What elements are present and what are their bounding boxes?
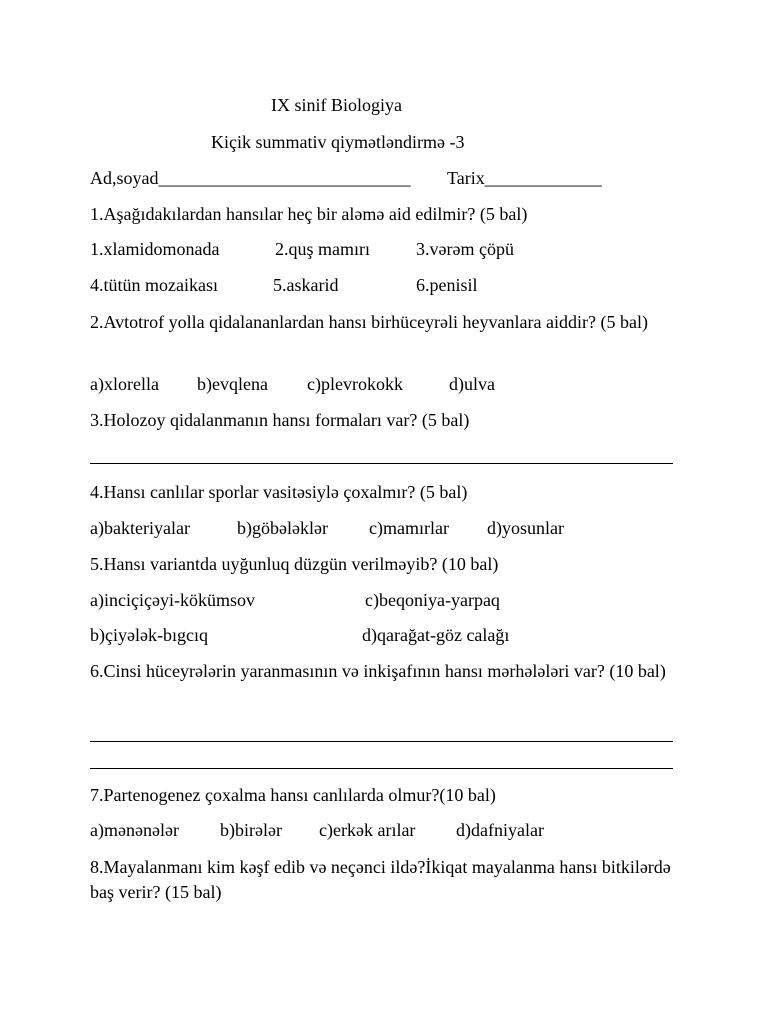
q1-option-3: 3.vərəm çöpü [416, 239, 514, 259]
q3-answer-line[interactable] [90, 463, 673, 464]
q7-option-c: c)erkək arılar [319, 820, 416, 840]
question-5: 5.Hansı variantda uyğunluq düzgün verilməyib? (10 bal) [90, 554, 499, 574]
q2-option-b: b)evqlena [197, 374, 268, 394]
q4-option-d: d)yosunlar [487, 518, 564, 538]
question-6: 6.Cinsi hüceyrələrin yaranmasının və inkişafının hansı mərhələləri var? (10 bal) [90, 661, 666, 681]
q5-option-d: d)qarağat-göz calağı [362, 625, 510, 645]
q1-option-6: 6.penisil [416, 275, 478, 295]
q1-option-2: 2.quş mamırı [275, 239, 370, 259]
q1-option-5: 5.askarid [273, 275, 339, 295]
question-2: 2.Avtotrof yolla qidalananlardan hansı birhüceyrəli heyvanlara aiddir? (5 bal) [90, 312, 648, 332]
question-3: 3.Holozoy qidalanmanın hansı formaları var? (5 bal) [90, 410, 470, 430]
question-7: 7.Partenogenez çoxalma hansı canlılarda olmur?(10 bal) [90, 785, 496, 805]
q7-option-b: b)birələr [220, 820, 282, 840]
q1-option-1: 1.xlamidomonada [90, 239, 220, 259]
q7-option-d: d)dafniyalar [456, 820, 544, 840]
q5-option-b: b)çiyələk-bıgcıq [90, 625, 208, 645]
q4-option-c: c)mamırlar [369, 518, 449, 538]
q2-option-d: d)ulva [449, 374, 495, 394]
q1-option-4: 4.tütün mozaikası [90, 275, 218, 295]
q7-option-a: a)mənənələr [90, 820, 179, 840]
q5-option-c: c)beqoniya-yarpaq [365, 590, 500, 610]
date-field[interactable]: Tarix_____________ [447, 168, 602, 188]
question-1: 1.Aşağıdakılardan hansılar heç bir aləmə aid edilmir? (5 bal) [90, 204, 528, 224]
q5-option-a: a)inciçiçəyi-kökümsov [90, 590, 255, 610]
q2-option-c: c)plevrokokk [307, 374, 403, 394]
q4-option-a: a)bakteriyalar [90, 518, 190, 538]
q2-option-a: a)xlorella [90, 374, 159, 394]
q6-answer-line-2[interactable] [90, 768, 673, 769]
question-8: 8.Mayalanmanı kim kəşf edib və neçənci ildə?İkiqat mayalanma hansı bitkilərdə baş verir? (15 bal) [90, 857, 671, 902]
page-subtitle: Kiçik summativ qiymətləndirmə -3 [211, 132, 465, 152]
q6-answer-line-1[interactable] [90, 741, 673, 742]
question-4: 4.Hansı canlılar sporlar vasitəsiylə çoxalmır? (5 bal) [90, 482, 468, 502]
page-title: IX sinif Biologiya [271, 95, 402, 115]
q4-option-b: b)göbələklər [237, 518, 328, 538]
name-field[interactable]: Ad,soyad____________________________ [90, 168, 411, 188]
